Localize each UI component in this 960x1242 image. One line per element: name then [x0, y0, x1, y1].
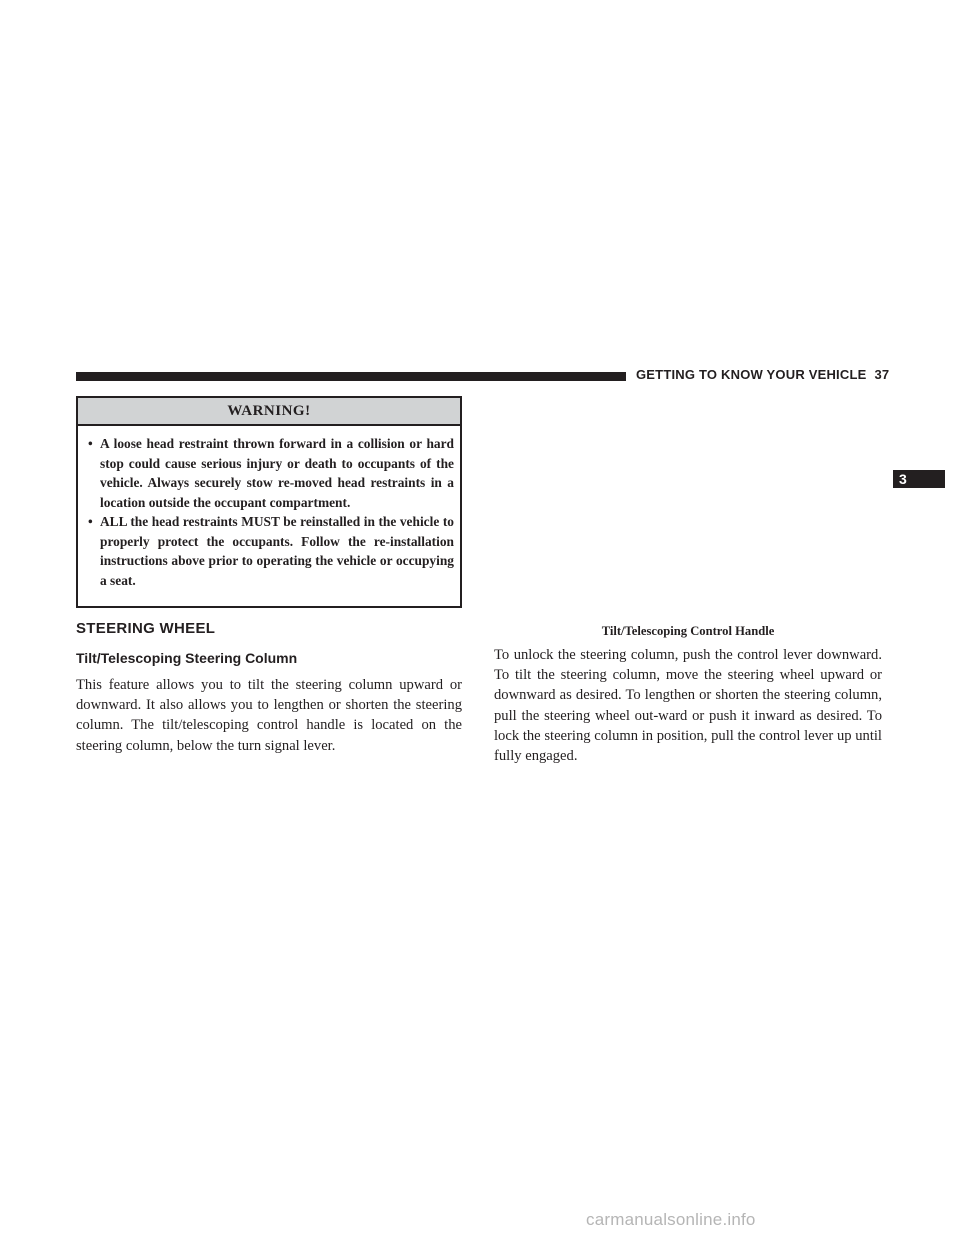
warning-item-text: A loose head restraint thrown forward in a collision or hard stop could cause serious injury or death to occupants of the vehicle. Always securely stow re-moved head restraints in a location outside the occupant compartment.	[100, 436, 454, 510]
warning-list	[78, 426, 460, 590]
section-title: GETTING TO KNOW YOUR VEHICLE	[636, 367, 867, 382]
bullet-icon: •	[88, 514, 93, 529]
watermark: carmanualsonline.info	[586, 1210, 756, 1229]
body-paragraph-left: This feature allows you to tilt the steering column upward or downward. It also allows you to lengthen or shorten the steering column. The tilt/telescoping control handle is located on the steering column, below the turn signal lever.	[76, 677, 462, 754]
warning-item	[88, 512, 454, 590]
bullet-icon: •	[88, 436, 93, 451]
warning-box	[76, 396, 462, 608]
warning-item-text: ALL the head restraints MUST be reinstalled in the vehicle to properly protect the occupants. Follow the re-installation instructions above prior to operating the vehicle or occupying a seat.	[100, 514, 454, 588]
warning-title: WARNING!	[78, 398, 460, 426]
section-heading: STEERING WHEEL	[76, 620, 216, 637]
running-header	[636, 367, 889, 382]
figure-caption: Tilt/Telescoping Control Handle	[601, 624, 775, 638]
warning-item	[88, 434, 454, 512]
chapter-tab: 3	[893, 470, 945, 488]
page-number: 37	[874, 367, 890, 382]
figure-image-area	[494, 392, 882, 618]
header-rule	[76, 372, 626, 381]
section-subheading: Tilt/Telescoping Steering Column	[76, 650, 298, 666]
body-paragraph-right: To unlock the steering column, push the control lever downward. To tilt the steering column, move the steering wheel upward or downward as desired. To lengthen or shorten the steering column, pull the steering wheel out-ward or push it inward as desired. To lock the steering column in position, pull the control lever up until fully engaged.	[494, 647, 882, 765]
